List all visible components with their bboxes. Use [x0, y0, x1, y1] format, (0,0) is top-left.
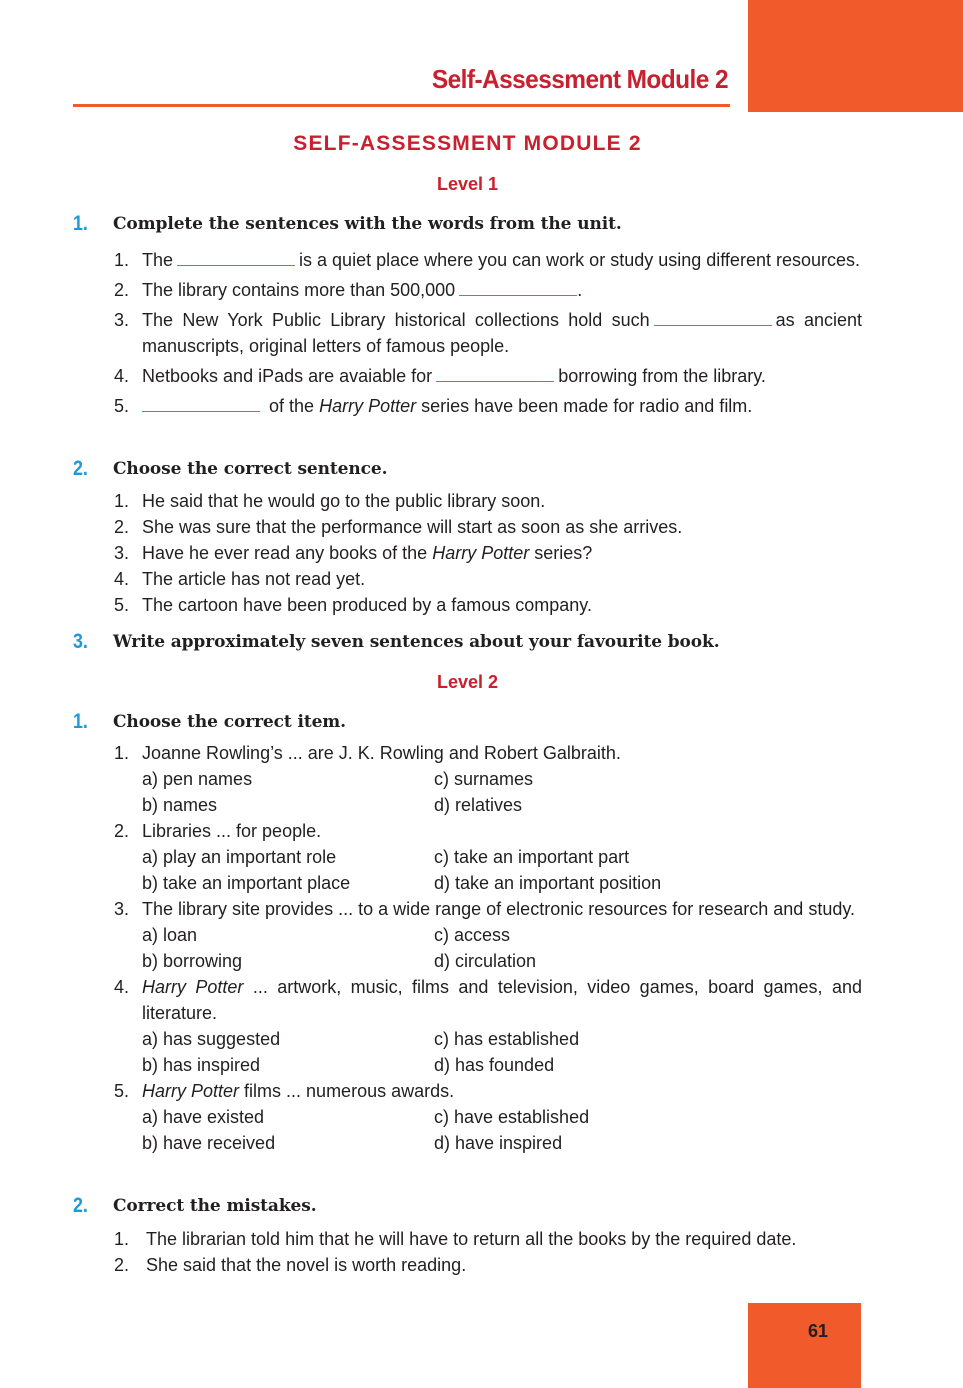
- list-item: 5. of the Harry Potter series have been made for radio and film.: [114, 396, 753, 416]
- option[interactable]: b) borrowing: [142, 951, 243, 971]
- level-2-heading: Level 2: [436, 672, 499, 692]
- option[interactable]: b) take an important place: [142, 873, 351, 893]
- running-header-title: Self-Assessment Module 2: [431, 64, 728, 94]
- answer-options: [142, 1104, 862, 1156]
- answer-options: [142, 1026, 862, 1078]
- option[interactable]: c) has established: [434, 1029, 580, 1049]
- list-item: 1. The is a quiet place where you can work or study using different resources.: [114, 250, 860, 270]
- list-item: 5. The cartoon have been produced by a famous company.: [114, 595, 592, 615]
- corner-accent-block: [748, 0, 963, 112]
- option[interactable]: b) names: [142, 795, 218, 815]
- exercise-number: 2.: [73, 1194, 88, 1217]
- answer-blank[interactable]: [177, 251, 295, 266]
- option[interactable]: b) has inspired: [142, 1055, 261, 1075]
- answer-blank[interactable]: [142, 397, 260, 412]
- answer-options: [142, 766, 862, 818]
- answer-options: [142, 922, 862, 974]
- list-item: 2. Libraries ... for people. a) play an important role c) take an important part b) take an important place d) take an important position: [114, 818, 862, 896]
- list-item: 2. She was sure that the performance will start as soon as she arrives.: [114, 517, 683, 537]
- exercise-instruction: Choose the correct item.: [113, 712, 346, 732]
- answer-blank[interactable]: [654, 311, 772, 326]
- exercise-instruction: Choose the correct sentence.: [113, 459, 388, 479]
- option[interactable]: d) circulation: [434, 951, 537, 971]
- option[interactable]: a) have existed: [142, 1107, 265, 1127]
- l1-ex1-items: [114, 247, 862, 419]
- level-1-heading: Level 1: [436, 174, 499, 194]
- answer-blank[interactable]: [459, 281, 577, 296]
- list-item: 2. The library contains more than 500,000 .: [114, 280, 583, 300]
- option[interactable]: d) take an important position: [434, 873, 662, 893]
- option[interactable]: c) surnames: [434, 769, 534, 789]
- exercise-number: 1.: [73, 212, 88, 235]
- list-item: 4. Harry Potter ... artwork, music, films and television, video games, board games, and literature. a) has suggested c) has established b) has inspired d) has founded: [114, 974, 862, 1078]
- list-item: 2. She said that the novel is worth reading.: [114, 1255, 467, 1275]
- option[interactable]: c) take an important part: [434, 847, 630, 867]
- exercise-instruction: Complete the sentences with the words from the unit.: [113, 214, 622, 234]
- option[interactable]: a) loan: [142, 925, 198, 945]
- l2-ex1-items: [114, 740, 862, 1156]
- list-item: 3. The New York Public Library historical collections hold such as ancient manuscripts, original letters of famous people.: [114, 310, 862, 356]
- answer-options: [142, 844, 862, 896]
- option[interactable]: b) have received: [142, 1133, 276, 1153]
- option[interactable]: c) have established: [434, 1107, 590, 1127]
- list-item: 5. Harry Potter films ... numerous awards. a) have existed c) have established b) have received d) have inspired: [114, 1078, 862, 1156]
- exercise-number: 2.: [73, 457, 88, 480]
- l1-ex2-items: [114, 488, 862, 618]
- list-item: 4. The article has not read yet.: [114, 569, 366, 589]
- module-title: SELF-ASSESSMENT MODULE 2: [293, 132, 642, 155]
- list-item: 1. The librarian told him that he will have to return all the books by the required date.: [114, 1229, 797, 1249]
- list-item: 3. Have he ever read any books of the Harry Potter series?: [114, 543, 593, 563]
- list-item: 1. Joanne Rowling’s ... are J. K. Rowling and Robert Galbraith. a) pen names c) surnames b) names d) relatives: [114, 740, 862, 818]
- option[interactable]: c) access: [434, 925, 511, 945]
- exercise-instruction: Write approximately seven sentences about your favourite book.: [113, 632, 720, 652]
- l2-ex2-items: [114, 1226, 862, 1278]
- exercise-number: 3.: [73, 630, 88, 653]
- exercise-number: 1.: [73, 710, 88, 733]
- header-rule: [73, 104, 730, 107]
- option[interactable]: d) have inspired: [434, 1133, 563, 1153]
- option[interactable]: a) pen names: [142, 769, 253, 789]
- option[interactable]: d) relatives: [434, 795, 523, 815]
- list-item: 4. Netbooks and iPads are avaiable for borrowing from the library.: [114, 366, 766, 386]
- list-item: 1. He said that he would go to the public library soon.: [114, 491, 546, 511]
- exercise-instruction: Correct the mistakes.: [113, 1196, 317, 1216]
- option[interactable]: a) play an important role: [142, 847, 337, 867]
- answer-blank[interactable]: [436, 367, 554, 382]
- page-number: 61: [807, 1321, 829, 1341]
- option[interactable]: d) has founded: [434, 1055, 555, 1075]
- option[interactable]: a) has suggested: [142, 1029, 281, 1049]
- list-item: 3. The library site provides ... to a wide range of electronic resources for research and study. a) loan c) access b) borrowing d) circulation: [114, 896, 862, 974]
- page-number-box: [748, 1303, 861, 1388]
